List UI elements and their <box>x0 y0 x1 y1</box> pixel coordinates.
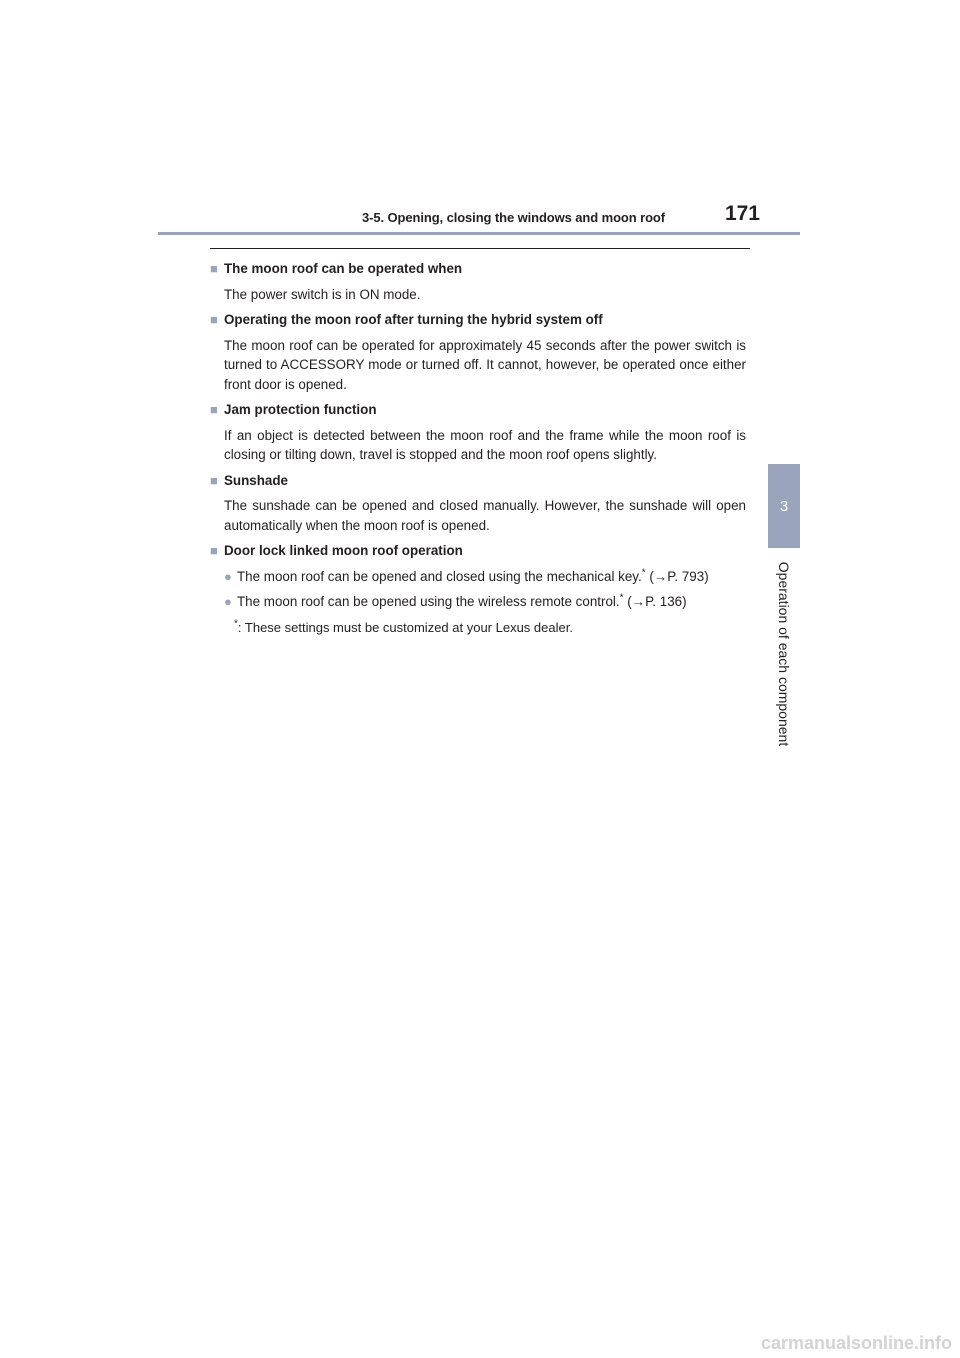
heading-text: Sunshade <box>224 472 288 488</box>
heading-text: Jam protection function <box>224 402 377 417</box>
footnote <box>224 618 746 638</box>
footnote-text: : These settings must be customized at your Lexus dealer. <box>237 619 573 635</box>
section-body: The power switch is in ON mode. <box>224 286 421 302</box>
section-heading <box>210 400 746 420</box>
page-header <box>210 202 760 230</box>
list-item-text: The moon roof can be opened using the wireless remote control.* (→P. 136) <box>237 592 687 609</box>
page-reference-link[interactable]: (→P. 793) <box>649 568 709 584</box>
asterisk-mark: * <box>234 618 238 630</box>
circle-bullet-icon: ● <box>224 568 232 584</box>
list-item <box>224 592 746 612</box>
list-item-text: The moon roof can be opened and closed using the mechanical key.* (→P. 793) <box>237 567 709 584</box>
page-number: 171 <box>724 202 760 225</box>
chapter-number: 3 <box>779 497 789 515</box>
square-bullet-icon: ■ <box>210 543 218 558</box>
circle-bullet-icon: ● <box>224 594 232 609</box>
section-heading <box>210 259 746 279</box>
section-body: The moon roof can be operated for approximately 45 seconds after the power switch is turned to ACCESSORY mode or turned off. It cannot, however, be operated once either front door is opened. <box>224 337 746 392</box>
header-rule <box>158 232 800 235</box>
content-top-rule <box>210 248 750 249</box>
chapter-label: Operation of each component <box>776 561 792 747</box>
square-bullet-icon: ■ <box>210 261 218 276</box>
section-heading <box>210 471 746 491</box>
page-content <box>210 259 746 643</box>
section-heading <box>210 310 746 330</box>
watermark: carmanualsonline.info <box>760 1333 952 1353</box>
section-heading <box>210 541 746 561</box>
square-bullet-icon: ■ <box>210 402 218 417</box>
heading-text: The moon roof can be operated when <box>224 261 463 276</box>
section-body: The sunshade can be opened and closed manually. However, the sunshade will open automatically when the moon roof is opened. <box>224 498 746 533</box>
square-bullet-icon: ■ <box>210 312 218 327</box>
chapter-tab <box>768 464 800 548</box>
heading-text: Operating the moon roof after turning the hybrid system off <box>224 312 603 327</box>
page-reference-link[interactable]: (→P. 136) <box>627 594 687 609</box>
list-item <box>224 567 746 587</box>
heading-text: Door lock linked moon roof operation <box>224 543 463 558</box>
section-body: If an object is detected between the moon roof and the frame while the moon roof is closing or tilting down, travel is stopped and the moon roof opens slightly. <box>224 427 746 462</box>
section-title: 3-5. Opening, closing the windows and moon roof <box>362 210 665 225</box>
square-bullet-icon: ■ <box>210 472 218 488</box>
